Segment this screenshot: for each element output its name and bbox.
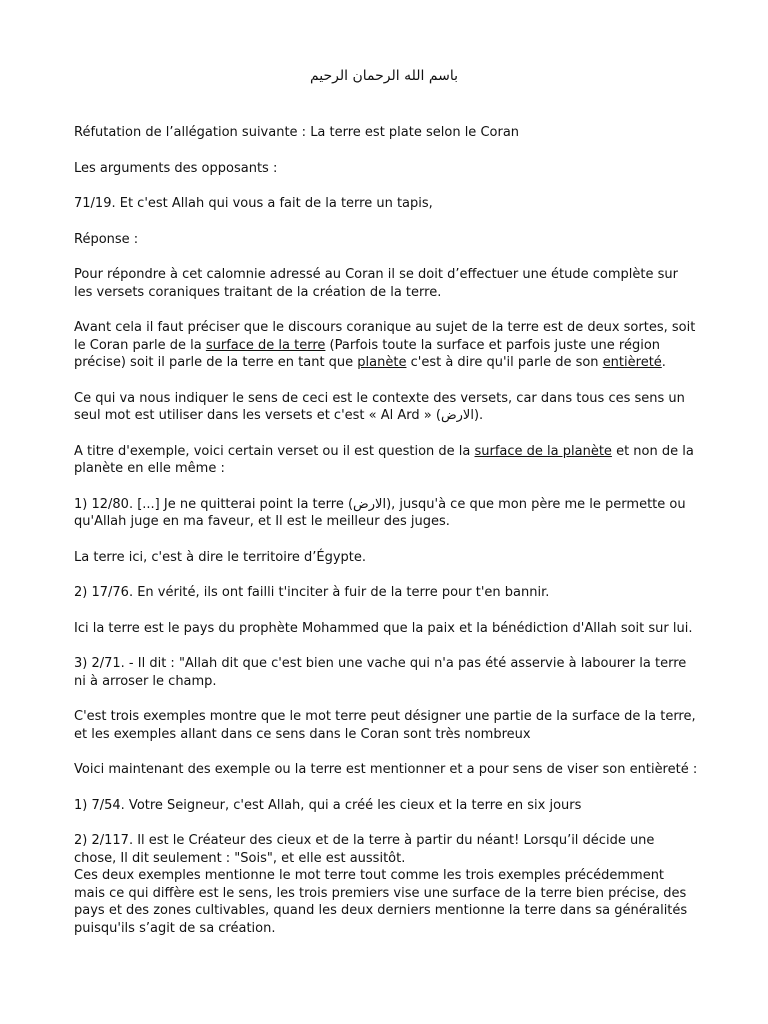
example-3: 3) 2/71. - Il dit : "Allah dit que c'est bien une vache qui n'a pas été asservie à labourer la terre ni à arroser le champ. <box>74 656 687 689</box>
example-2-note: Ici la terre est le pays du prophète Mohammed que la paix et la bénédiction d'Allah soit sur lui. <box>74 620 693 636</box>
discours-text-2: (Parfois toute la surface et parfois juste une région précise) soit il parle de la terre en tant que <box>74 337 661 370</box>
conclusion-paragraph: Ces deux exemples mentionne le mot terre tout comme les trois exemples précédemment mais ce qui diffère est le sens, les trois premiers vise une surface de la terre bien précise, des pays et des zones cultivables, quand les deux derniers mentionne la terre dans sa généralités puisqu'ils s’agit de sa création. <box>74 868 688 936</box>
underlined-surface-de-la-planete: surface de la planète <box>474 443 612 459</box>
verse-71-19: 71/19. Et c'est Allah qui vous a fait de la terre un tapis, <box>74 196 433 211</box>
discours-text-3: c'est à dire qu'il parle de son <box>406 355 603 370</box>
exemple-text-1: A titre d'exemple, voici certain verset ou il est question de la <box>74 443 475 459</box>
document-body <box>74 124 698 955</box>
voici-paragraph: Voici maintenant des exemple ou la terre est mentionner et a pour sens de viser son entièreté : <box>74 762 698 777</box>
reponse-heading: Réponse : <box>74 231 139 247</box>
arguments-heading: Les arguments des opposants : <box>74 160 278 176</box>
underlined-entierete: entièreté <box>602 355 662 370</box>
exemple-text-2: et non de la planète en elle même : <box>74 443 694 476</box>
discours-text-4: . <box>661 355 666 370</box>
underlined-surface-de-la-terre: surface de la terre <box>205 337 326 353</box>
example-5: 2) 2/117. Il est le Créateur des cieux et de la terre à partir du néant! Lorsqu’il décide une chose, Il dit seulement : "Sois", et elle est aussitôt. <box>74 833 655 866</box>
intro-paragraph: Pour répondre à cet calomnie adressé au Coran il se doit d’effectuer une étude complète sur les versets coraniques traitant de la création de la terre. <box>74 267 678 300</box>
bismillah-heading: باسم الله الرحمان الرحيم <box>309 68 459 84</box>
contexte-paragraph: Ce qui va nous indiquer le sens de ceci est le contexte des versets, car dans tous ces sens un seul mot est utiliser dans les versets et c'est « Al Ard » (الارض). <box>74 390 685 423</box>
exemple-paragraph <box>74 443 698 478</box>
example-2: 2) 17/76. En vérité, ils ont failli t'inciter à fuir de la terre pour t'en bannir. <box>74 585 550 600</box>
example-1-note: La terre ici, c'est à dire le territoire d’Égypte. <box>74 549 367 565</box>
example-1: 1) 12/80. [...] Je ne quitterai point la terre (الارض), jusqu'à ce que mon père me le permette ou qu'Allah juge en ma faveur, et Il est le meilleur des juges. <box>74 496 686 529</box>
example-4: 1) 7/54. Votre Seigneur, c'est Allah, qui a créé les cieux et la terre en six jours <box>74 797 582 813</box>
discours-paragraph <box>74 319 698 372</box>
underlined-planete: planète <box>357 355 407 370</box>
discours-text-1: Avant cela il faut préciser que le discours coranique au sujet de la terre est de deux sortes, soit le Coran parle de la <box>74 320 696 353</box>
document-title: Réfutation de l’allégation suivante : La terre est plate selon le Coran <box>74 125 520 140</box>
trois-exemples-paragraph: C'est trois exemples montre que le mot terre peut désigner une partie de la surface de la terre, et les exemples allant dans ce sens dans le Coran sont très nombreux <box>74 709 696 742</box>
